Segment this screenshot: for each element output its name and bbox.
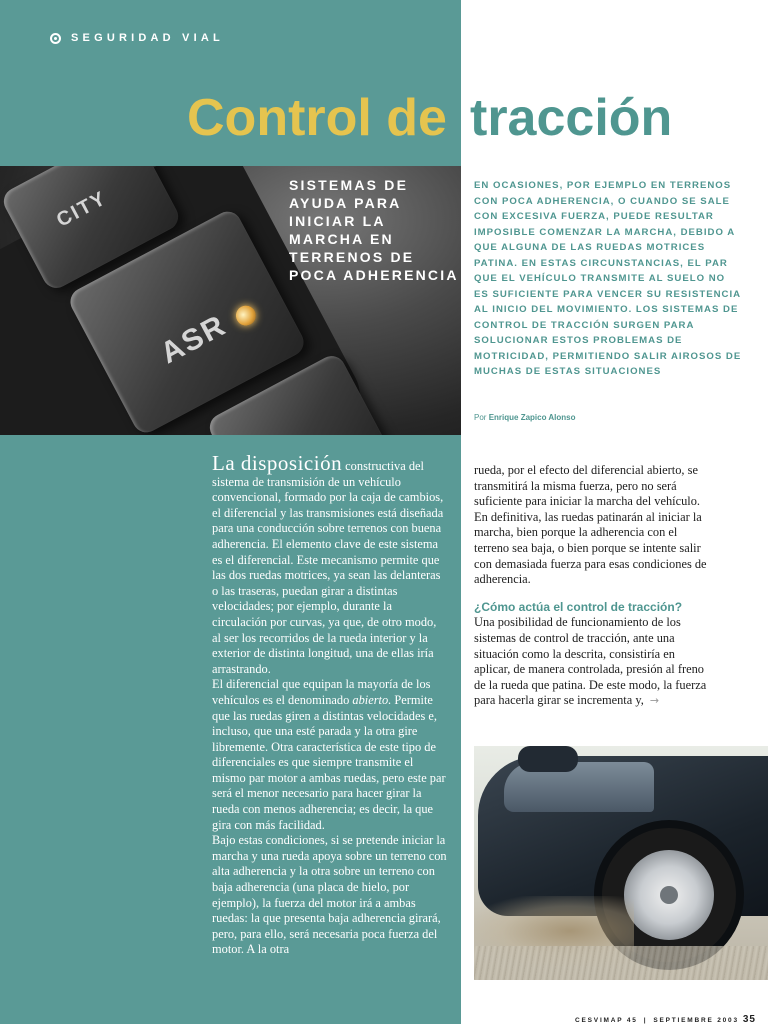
body-column-left: [212, 451, 448, 958]
footer-publication: CESVIMAP 45: [575, 1017, 638, 1024]
page-number: 35: [742, 1014, 756, 1025]
gravel-ground: [474, 946, 768, 980]
car-wheelspin-photo: [474, 746, 768, 980]
body-paragraph-1: [212, 451, 448, 677]
body-paragraph-2-italic: abierto.: [352, 692, 392, 707]
body-paragraph-4: rueda, por el efecto del diferencial abierto, se transmitirá la misma fuerza, pero no será suficiente para iniciar la marcha del vehículo. En definitiva, las ruedas patinarán al iniciar la marcha, bien porque la adherencia con el terreno sea baja, o bien porque se intente salir con demasiada fuerza para esas condiciones de adherencia.: [474, 463, 707, 587]
asr-key-label: ASR: [155, 308, 232, 371]
body-paragraph-2-start: El diferencial que equipan la mayoría de los vehículos es el denominado: [212, 677, 431, 707]
side-mirror: [518, 746, 578, 772]
page-footer: [575, 1014, 756, 1025]
hub-center: [660, 886, 678, 904]
section-label-text: SEGURIDAD VIAL: [71, 32, 224, 44]
target-icon: [50, 33, 61, 44]
article-subtitle: SISTEMAS DE AYUDA PARA INICIAR LA MARCHA EN TERRENOS DE POCA ADHERENCIA: [289, 177, 459, 283]
body-column-right: [474, 463, 714, 709]
byline-prefix: Por: [474, 413, 487, 422]
lead-paragraph: EN OCASIONES, POR EJEMPLO EN TERRENOS CON POCA ADHERENCIA, O CUANDO SE SALE CON EXCESIVA FUERZA, PUEDE RESULTAR IMPOSIBLE COMENZAR LA MARCHA, DEBIDO A QUE ALGUNA DE LAS RUEDAS MOTRICES PATINA. EN ESTAS CIRCUNSTANCIAS, EL PAR QUE EL VEHÍCULO TRANSMITE AL SUELO NO ES SUFICIENTE PARA VENCER SU RESISTENCIA AL INICIO DEL MOVIMIENTO. LOS SISTEMAS DE CONTROL DE TRACCIÓN SURGEN PARA SOLUCIONAR ESTOS PROBLEMAS DE MOTRICIDAD, PERMITIENDO SALIR AIROSOS DE MUCHAS DE ESTAS SITUACIONES: [474, 180, 742, 377]
body-paragraph-2-end: Permite que las ruedas giren a distintas velocidades e, incluso, que una esté parada y la otra gire libremente. Otra característica de este tipo de diferenciales es que siempre transmite el mismo par motor a ambas ruedas, pero este par será el menor necesario para hacer girar la rueda con menos adherencia; es decir, la que gira con más facilidad.: [212, 692, 446, 832]
body-paragraph-5: [474, 615, 714, 709]
indicator-led: [232, 302, 259, 329]
body-paragraph-2: [212, 677, 448, 833]
title-part-2: tracción: [470, 89, 673, 147]
title-part-1: Control de: [187, 89, 447, 147]
body-paragraph-3: Bajo estas condiciones, si se pretende iniciar la marcha y una rueda apoya sobre un terreno con alta adherencia y la otra sobre un terreno con baja adherencia (una placa de hielo, por ejemplo), la fuerza del motor irá a ambas ruedas: la que presenta baja adherencia girará, pero, para ello, será necesaria poca fuerza del motor. A la otra: [212, 833, 447, 957]
body-paragraph-5-text: Una posibilidad de funcionamiento de los sistemas de control de tracción, ante una situación como la descrita, consistiría en aplicar, de manera controlada, presión al freno de la rueda que patina. De este modo, la fuerza para hacerla girar se incrementa y,: [474, 615, 707, 708]
byline-author: Enrique Zapico Alonso: [488, 413, 576, 422]
section-label: [50, 32, 224, 44]
dropcap-lead: La disposición: [212, 451, 343, 475]
body-paragraph-1-text: constructiva del sistema de transmisión de un vehículo convencional, formado por la caja de cambios, el diferencial y las transmisiones está diseñada para una conducción sobre terrenos con buena adherencia. El elemento clave de este sistema es el diferencial. Este mecanismo permite que las dos ruedas motrices, ya sean las delanteras o las traseras, puedan girar a distintas velocidades; por ejemplo, durante la circulación por curvas, ya que, de otro modo, al ser los recorridos de la rueda interior y la exterior de distinta longitud, una de ellas iría arrastrando.: [212, 459, 444, 676]
continue-arrow-icon: →: [649, 694, 660, 708]
city-key-label: CITY: [53, 187, 111, 232]
section-subhead: ¿Cómo actúa el control de tracción?: [474, 599, 683, 614]
footer-date: SEPTIEMBRE 2003: [653, 1017, 739, 1024]
footer-separator: |: [643, 1017, 648, 1024]
byline: [474, 413, 576, 422]
